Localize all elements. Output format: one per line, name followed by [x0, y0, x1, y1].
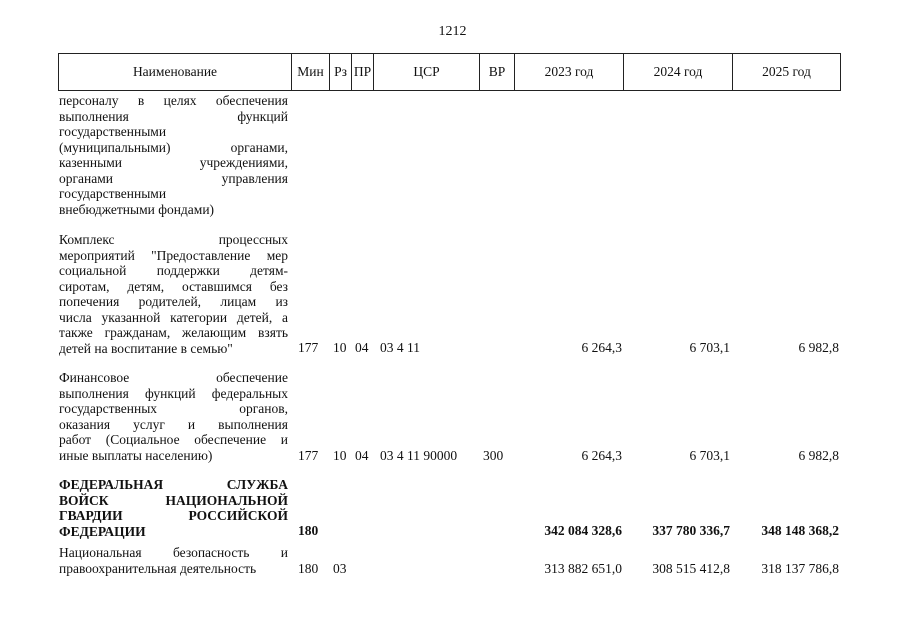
cell-rz: 03 — [333, 561, 347, 576]
cell-2025: 318 137 786,8 — [761, 561, 839, 576]
cell-2024: 6 703,1 — [689, 340, 730, 355]
cell-2024: 308 515 412,8 — [652, 561, 730, 576]
cell-pr: 04 — [355, 448, 369, 463]
cell-pr: 04 — [355, 340, 369, 355]
header-csr: ЦСР — [374, 54, 480, 91]
row-name: Национальная безопасность и правоохранительная деятельность — [59, 545, 288, 576]
header-pr: ПР — [352, 54, 374, 91]
cell-2025: 348 148 368,2 — [761, 523, 839, 538]
header-min: Мин — [292, 54, 330, 91]
cell-2023: 342 084 328,6 — [544, 523, 622, 538]
cell-2023: 6 264,3 — [581, 448, 622, 463]
cell-min: 177 — [298, 448, 319, 463]
header-name: Наименование — [59, 54, 292, 91]
cell-2024: 337 780 336,7 — [652, 523, 730, 538]
table-header — [58, 53, 841, 91]
header-2025: 2025 год — [733, 54, 841, 91]
cell-csr: 03 4 11 — [380, 340, 420, 355]
cell-csr: 03 4 11 90000 — [380, 448, 458, 463]
row-name: Финансовое обеспечение выполнения функций федеральных государственных органов, оказания услуг и выполнения работ (Социальное обеспечение и иные выплаты населению) — [59, 370, 288, 463]
header-rz: Рз — [330, 54, 352, 91]
page-number: 1212 — [438, 24, 467, 39]
cell-2023: 6 264,3 — [581, 340, 622, 355]
header-2023: 2023 год — [515, 54, 624, 91]
cell-2023: 313 882 651,0 — [544, 561, 622, 576]
cell-vr: 300 — [483, 448, 504, 463]
header-2024: 2024 год — [624, 54, 733, 91]
cell-rz: 10 — [333, 340, 347, 355]
row-name: Комплекс процессных мероприятий "Предоставление мер социальной поддержки детям- сиротам, детям, оставшимся без попечения родителей, лицам из числа указанной категории детей, а также гражданам, желающим взять детей на воспитание в семью" — [59, 232, 288, 356]
cell-min: 180 — [298, 523, 319, 538]
row-name: персоналу в целях обеспечения выполнения функций государственными (муниципальными) органами, казенными учреждениями, органами управления государственными внебюджетными фондами) — [59, 93, 288, 217]
cell-2025: 6 982,8 — [798, 448, 839, 463]
header-vr: ВР — [480, 54, 515, 91]
cell-2024: 6 703,1 — [689, 448, 730, 463]
cell-min: 180 — [298, 561, 319, 576]
cell-2025: 6 982,8 — [798, 340, 839, 355]
cell-rz: 10 — [333, 448, 347, 463]
row-name: ФЕДЕРАЛЬНАЯ СЛУЖБА ВОЙСК НАЦИОНАЛЬНОЙ ГВАРДИИ РОССИЙСКОЙ ФЕДЕРАЦИИ — [59, 477, 288, 539]
cell-min: 177 — [298, 340, 319, 355]
